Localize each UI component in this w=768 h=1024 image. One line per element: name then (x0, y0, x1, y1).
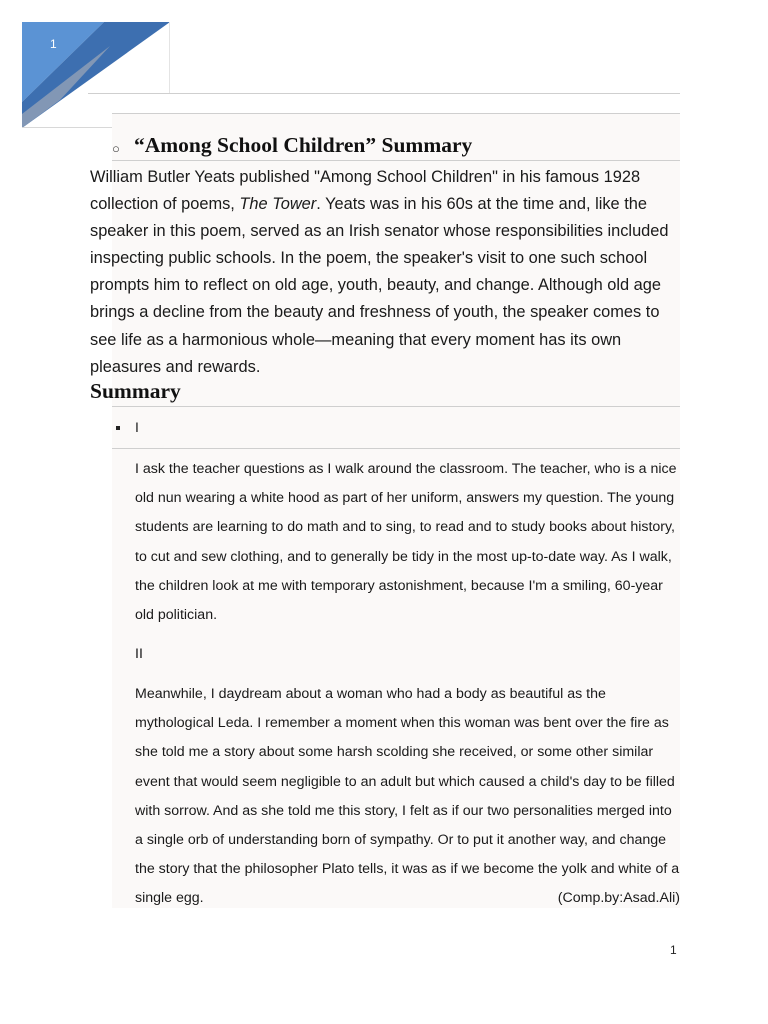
summary-rule (112, 406, 680, 407)
heading-top-rule (112, 113, 680, 114)
summary-heading: Summary (90, 379, 181, 403)
section-marker-i: I (135, 419, 139, 435)
section-ii-text (135, 680, 680, 914)
hollow-bullet-icon: ○ (112, 141, 120, 156)
author-credit: (Comp.by:Asad.Ali) (557, 890, 680, 907)
section-ii-label (135, 640, 680, 669)
section-i-paragraph: I ask the teacher questions as I walk around the classroom. The teacher, who is a nice old nun wearing a white hood as part of her uniform, answers my question. The young students are learning to do math and to sing, to read and to study books about history, to cut and sew clothing, and to generally be tidy in the most up-to-date way. As I walk, the children look at me with temporary astonishment, because I'm a smiling, 60-year old politician. (135, 461, 677, 624)
corner-page-number: 1 (50, 37, 57, 51)
book-title: The Tower (239, 195, 317, 214)
page-title: “Among School Children” Summary (134, 133, 473, 157)
top-rule (88, 93, 680, 94)
intro-text-start: William Butler Yeats published "Among School Children" in his famous 1928 collection of poems, (90, 168, 641, 214)
square-bullet-icon (116, 426, 120, 430)
section-ii-paragraph: Meanwhile, I daydream about a woman who had a body as beautiful as the mythological Leda. I remember a moment when this woman was bent over the fire as she told me a story about some harsh scolding she received, or some other similar event that would seem negligible to an adult but which caused a child's day to be filled with sorrow. And as she told me this story, I felt as if our two personalities merged into a single orb of understanding born of sympathy. Or to put it another way, and change the story that the philosopher Plato tells, it was as if we become the yolk and white of a single egg. (135, 686, 680, 907)
heading-bottom-rule (112, 160, 680, 161)
section-ii-marker: II (135, 646, 143, 662)
footer-page-number: 1 (670, 943, 677, 957)
section-i-text (135, 455, 680, 630)
intro-paragraph (90, 164, 680, 381)
section-rule (112, 448, 680, 449)
intro-text-end: . Yeats was in his 60s at the time and, like the speaker in this poem, served as an Irish senator whose responsibilities included inspecting public schools. In the poem, the speaker's visit to one such school prompts him to reflect on old age, youth, beauty, and change. Although old age brings a decline from the beauty and freshness of youth, the speaker comes to see life as a harmonious whole—meaning that every moment has its own pleasures and rewards. (90, 195, 669, 376)
